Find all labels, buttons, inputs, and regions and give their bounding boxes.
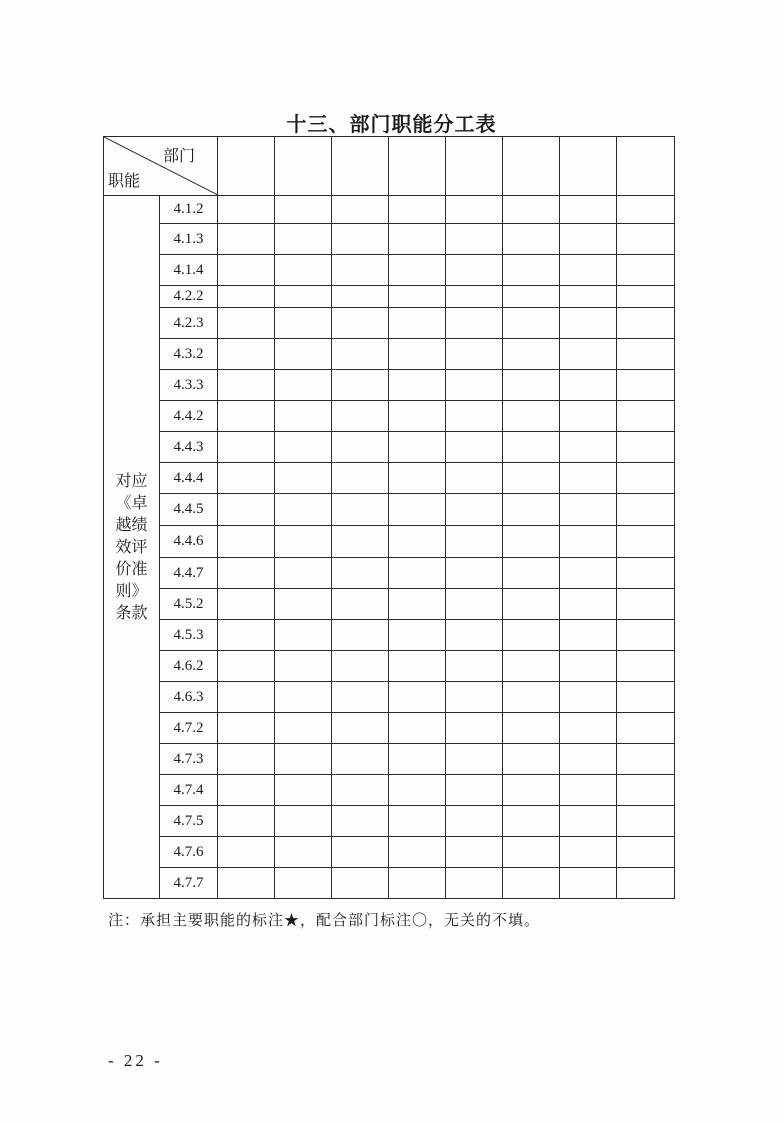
assignment-cell[interactable] (389, 620, 446, 651)
page-number: - 22 - (108, 1051, 163, 1070)
assignment-cell[interactable] (503, 558, 560, 589)
assignment-cell[interactable] (560, 837, 617, 868)
assignment-cell[interactable] (218, 682, 275, 713)
table-row (104, 868, 675, 899)
table-row (104, 494, 675, 526)
assignment-cell[interactable] (218, 224, 275, 255)
assignment-cell[interactable] (446, 339, 503, 370)
side-label-line: 效评 (115, 537, 148, 556)
assignment-cell[interactable] (560, 558, 617, 589)
assignment-cell[interactable] (560, 775, 617, 806)
assignment-cell[interactable] (503, 370, 560, 401)
assignment-cell[interactable] (446, 255, 503, 286)
clause-cell: 4.6.2 (160, 651, 218, 682)
assignment-cell[interactable] (389, 651, 446, 682)
assignment-cell[interactable] (275, 682, 332, 713)
assignment-cell[interactable] (503, 286, 560, 308)
assignment-cell[interactable] (275, 494, 332, 526)
clause-cell: 4.1.2 (160, 196, 218, 224)
table-row (104, 620, 675, 651)
assignment-cell[interactable] (617, 775, 675, 806)
assignment-cell[interactable] (218, 255, 275, 286)
assignment-cell[interactable] (218, 837, 275, 868)
assignment-cell[interactable] (446, 620, 503, 651)
assignment-cell[interactable] (332, 682, 389, 713)
assignment-cell[interactable] (503, 713, 560, 744)
corner-cell (104, 137, 218, 196)
assignment-cell[interactable] (446, 775, 503, 806)
assignment-cell[interactable] (560, 526, 617, 558)
assignment-cell[interactable] (617, 463, 675, 494)
assignment-cell[interactable] (218, 744, 275, 775)
assignment-cell[interactable] (560, 589, 617, 620)
department-header-cell[interactable] (617, 137, 675, 196)
assignment-cell[interactable] (446, 401, 503, 432)
table-row (104, 401, 675, 432)
clause-cell: 4.1.4 (160, 255, 218, 286)
assignment-cell[interactable] (332, 744, 389, 775)
assignment-cell[interactable] (218, 651, 275, 682)
table-row (104, 196, 675, 224)
assignment-cell[interactable] (503, 224, 560, 255)
page-title: 十三、部门职能分工表 (286, 112, 497, 136)
department-header-cell[interactable] (332, 137, 389, 196)
assignment-cell[interactable] (446, 286, 503, 308)
assignment-cell[interactable] (218, 868, 275, 899)
assignment-cell[interactable] (389, 868, 446, 899)
department-header-cell[interactable] (446, 137, 503, 196)
clause-cell: 4.7.5 (160, 806, 218, 837)
assignment-cell[interactable] (617, 401, 675, 432)
assignment-cell[interactable] (446, 713, 503, 744)
assignment-cell[interactable] (389, 463, 446, 494)
side-label-line: 条款 (115, 603, 148, 622)
assignment-cell[interactable] (617, 432, 675, 463)
clause-cell: 4.4.6 (160, 526, 218, 558)
assignment-cell[interactable] (332, 463, 389, 494)
clause-cell: 4.6.3 (160, 682, 218, 713)
assignment-cell[interactable] (617, 651, 675, 682)
assignment-cell[interactable] (218, 775, 275, 806)
assignment-cell[interactable] (389, 526, 446, 558)
assignment-cell[interactable] (560, 401, 617, 432)
corner-label-function: 职能 (108, 171, 141, 190)
side-label-line: 《卓 (115, 493, 148, 512)
clause-cell: 4.5.2 (160, 589, 218, 620)
assignment-cell[interactable] (218, 620, 275, 651)
assignment-cell[interactable] (617, 494, 675, 526)
assignment-cell[interactable] (218, 713, 275, 744)
assignment-cell[interactable] (275, 286, 332, 308)
assignment-cell[interactable] (446, 463, 503, 494)
assignment-cell[interactable] (560, 868, 617, 899)
department-header-cell[interactable] (389, 137, 446, 196)
assignment-cell[interactable] (218, 494, 275, 526)
table-row (104, 558, 675, 589)
assignment-cell[interactable] (389, 224, 446, 255)
assignment-cell[interactable] (389, 432, 446, 463)
clause-cell: 4.1.3 (160, 224, 218, 255)
assignment-cell[interactable] (560, 806, 617, 837)
assignment-cell[interactable] (389, 494, 446, 526)
assignment-cell[interactable] (275, 339, 332, 370)
department-header-cell[interactable] (275, 137, 332, 196)
clause-cell: 4.7.6 (160, 837, 218, 868)
assignment-cell[interactable] (560, 494, 617, 526)
assignment-cell[interactable] (218, 463, 275, 494)
assignment-cell[interactable] (446, 526, 503, 558)
assignment-cell[interactable] (389, 837, 446, 868)
assignment-cell[interactable] (503, 255, 560, 286)
assignment-cell[interactable] (275, 868, 332, 899)
assignment-cell[interactable] (218, 308, 275, 339)
clause-cell: 4.2.3 (160, 308, 218, 339)
clause-cell: 4.4.2 (160, 401, 218, 432)
assignment-cell[interactable] (617, 370, 675, 401)
table-row (104, 339, 675, 370)
assignment-cell[interactable] (617, 589, 675, 620)
clause-cell: 4.4.5 (160, 494, 218, 526)
assignment-cell[interactable] (275, 196, 332, 224)
assignment-cell[interactable] (560, 286, 617, 308)
clause-cell: 4.7.3 (160, 744, 218, 775)
table-row (104, 224, 675, 255)
assignment-cell[interactable] (560, 651, 617, 682)
assignment-cell[interactable] (446, 744, 503, 775)
assignment-cell[interactable] (617, 255, 675, 286)
assignment-cell[interactable] (218, 339, 275, 370)
assignment-cell[interactable] (389, 682, 446, 713)
division-table (103, 136, 675, 899)
assignment-cell[interactable] (503, 682, 560, 713)
assignment-cell[interactable] (275, 558, 332, 589)
assignment-cell[interactable] (617, 224, 675, 255)
assignment-cell[interactable] (503, 806, 560, 837)
table-row (104, 526, 675, 558)
assignment-cell[interactable] (503, 868, 560, 899)
assignment-cell[interactable] (503, 744, 560, 775)
assignment-cell[interactable] (617, 308, 675, 339)
assignment-cell[interactable] (275, 526, 332, 558)
assignment-cell[interactable] (503, 463, 560, 494)
assignment-cell[interactable] (389, 196, 446, 224)
assignment-cell[interactable] (275, 401, 332, 432)
assignment-cell[interactable] (560, 255, 617, 286)
assignment-cell[interactable] (332, 558, 389, 589)
table-row (104, 432, 675, 463)
assignment-cell[interactable] (332, 308, 389, 339)
assignment-cell[interactable] (446, 682, 503, 713)
assignment-cell[interactable] (446, 651, 503, 682)
assignment-cell[interactable] (560, 308, 617, 339)
assignment-cell[interactable] (617, 558, 675, 589)
side-label-cell (104, 196, 160, 899)
assignment-cell[interactable] (503, 401, 560, 432)
clause-cell: 4.3.2 (160, 339, 218, 370)
clause-cell: 4.7.2 (160, 713, 218, 744)
assignment-cell[interactable] (503, 308, 560, 339)
assignment-cell[interactable] (617, 196, 675, 224)
clause-cell: 4.4.4 (160, 463, 218, 494)
assignment-cell[interactable] (275, 837, 332, 868)
assignment-cell[interactable] (389, 339, 446, 370)
assignment-cell[interactable] (503, 775, 560, 806)
assignment-cell[interactable] (275, 463, 332, 494)
table-row (104, 837, 675, 868)
assignment-cell[interactable] (446, 494, 503, 526)
assignment-cell[interactable] (617, 526, 675, 558)
assignment-cell[interactable] (389, 806, 446, 837)
table-row (104, 308, 675, 339)
assignment-cell[interactable] (446, 370, 503, 401)
table-row (104, 682, 675, 713)
assignment-cell[interactable] (275, 224, 332, 255)
assignment-cell[interactable] (389, 255, 446, 286)
assignment-cell[interactable] (560, 196, 617, 224)
assignment-cell[interactable] (275, 589, 332, 620)
table-row (104, 651, 675, 682)
assignment-cell[interactable] (389, 558, 446, 589)
assignment-cell[interactable] (446, 806, 503, 837)
clause-cell: 4.7.4 (160, 775, 218, 806)
assignment-cell[interactable] (332, 401, 389, 432)
assignment-cell[interactable] (332, 370, 389, 401)
side-label-line: 越绩 (115, 515, 148, 534)
assignment-cell[interactable] (332, 713, 389, 744)
assignment-cell[interactable] (218, 589, 275, 620)
assignment-cell[interactable] (446, 837, 503, 868)
assignment-cell[interactable] (275, 620, 332, 651)
assignment-cell[interactable] (332, 286, 389, 308)
assignment-cell[interactable] (503, 651, 560, 682)
assignment-cell[interactable] (275, 651, 332, 682)
assignment-cell[interactable] (446, 196, 503, 224)
header-row (104, 137, 675, 196)
assignment-cell[interactable] (446, 868, 503, 899)
assignment-cell[interactable] (560, 339, 617, 370)
assignment-cell[interactable] (332, 339, 389, 370)
assignment-cell[interactable] (332, 224, 389, 255)
assignment-cell[interactable] (389, 401, 446, 432)
table-row (104, 589, 675, 620)
assignment-cell[interactable] (332, 806, 389, 837)
assignment-cell[interactable] (332, 620, 389, 651)
assignment-cell[interactable] (560, 682, 617, 713)
assignment-cell[interactable] (617, 620, 675, 651)
assignment-cell[interactable] (275, 713, 332, 744)
assignment-cell[interactable] (560, 370, 617, 401)
assignment-cell[interactable] (332, 255, 389, 286)
assignment-cell[interactable] (617, 682, 675, 713)
assignment-cell[interactable] (218, 401, 275, 432)
assignment-cell[interactable] (617, 339, 675, 370)
assignment-cell[interactable] (617, 286, 675, 308)
assignment-cell[interactable] (560, 744, 617, 775)
assignment-cell[interactable] (617, 837, 675, 868)
assignment-cell[interactable] (446, 558, 503, 589)
assignment-cell[interactable] (446, 308, 503, 339)
assignment-cell[interactable] (389, 370, 446, 401)
assignment-cell[interactable] (617, 744, 675, 775)
assignment-cell[interactable] (218, 432, 275, 463)
assignment-cell[interactable] (218, 806, 275, 837)
assignment-cell[interactable] (560, 432, 617, 463)
table-row (104, 286, 675, 308)
assignment-cell[interactable] (332, 868, 389, 899)
assignment-cell[interactable] (218, 286, 275, 308)
table-row (104, 775, 675, 806)
side-label-line: 则》 (115, 581, 148, 600)
assignment-cell[interactable] (617, 713, 675, 744)
assignment-cell[interactable] (560, 713, 617, 744)
assignment-cell[interactable] (275, 775, 332, 806)
side-label-line: 对应 (115, 471, 148, 490)
assignment-cell[interactable] (389, 713, 446, 744)
assignment-cell[interactable] (617, 806, 675, 837)
assignment-cell[interactable] (218, 370, 275, 401)
assignment-cell[interactable] (389, 775, 446, 806)
assignment-cell[interactable] (560, 463, 617, 494)
assignment-cell[interactable] (503, 432, 560, 463)
assignment-cell[interactable] (389, 589, 446, 620)
department-header-cell[interactable] (560, 137, 617, 196)
table-row (104, 370, 675, 401)
assignment-cell[interactable] (275, 806, 332, 837)
assignment-cell[interactable] (275, 308, 332, 339)
assignment-cell[interactable] (389, 286, 446, 308)
assignment-cell[interactable] (218, 196, 275, 224)
assignment-cell[interactable] (446, 589, 503, 620)
assignment-cell[interactable] (560, 620, 617, 651)
clause-cell: 4.2.2 (160, 286, 218, 308)
assignment-cell[interactable] (332, 651, 389, 682)
assignment-cell[interactable] (503, 589, 560, 620)
assignment-cell[interactable] (503, 526, 560, 558)
assignment-cell[interactable] (275, 370, 332, 401)
table-row (104, 744, 675, 775)
assignment-cell[interactable] (275, 432, 332, 463)
table-row (104, 806, 675, 837)
department-header-cell[interactable] (503, 137, 560, 196)
assignment-cell[interactable] (503, 339, 560, 370)
corner-label-department: 部门 (162, 146, 195, 165)
assignment-cell[interactable] (332, 432, 389, 463)
assignment-cell[interactable] (332, 526, 389, 558)
clause-cell: 4.4.3 (160, 432, 218, 463)
assignment-cell[interactable] (503, 196, 560, 224)
assignment-cell[interactable] (332, 589, 389, 620)
assignment-cell[interactable] (389, 744, 446, 775)
clause-cell: 4.3.3 (160, 370, 218, 401)
department-header-cell[interactable] (218, 137, 275, 196)
assignment-cell[interactable] (503, 620, 560, 651)
table-row (104, 463, 675, 494)
clause-cell: 4.7.7 (160, 868, 218, 899)
assignment-cell[interactable] (218, 526, 275, 558)
assignment-cell[interactable] (275, 744, 332, 775)
table-row (104, 255, 675, 286)
assignment-cell[interactable] (503, 837, 560, 868)
table-row (104, 713, 675, 744)
assignment-cell[interactable] (389, 308, 446, 339)
clause-cell: 4.5.3 (160, 620, 218, 651)
assignment-cell[interactable] (617, 868, 675, 899)
assignment-cell[interactable] (332, 494, 389, 526)
assignment-cell[interactable] (332, 837, 389, 868)
assignment-cell[interactable] (446, 432, 503, 463)
assignment-cell[interactable] (218, 558, 275, 589)
footnote: 注：承担主要职能的标注★，配合部门标注〇，无关的不填。 (108, 911, 541, 929)
clause-cell: 4.4.7 (160, 558, 218, 589)
assignment-cell[interactable] (560, 224, 617, 255)
side-label-line: 价准 (115, 559, 148, 578)
assignment-cell[interactable] (332, 775, 389, 806)
assignment-cell[interactable] (332, 196, 389, 224)
assignment-cell[interactable] (446, 224, 503, 255)
assignment-cell[interactable] (503, 494, 560, 526)
assignment-cell[interactable] (275, 255, 332, 286)
